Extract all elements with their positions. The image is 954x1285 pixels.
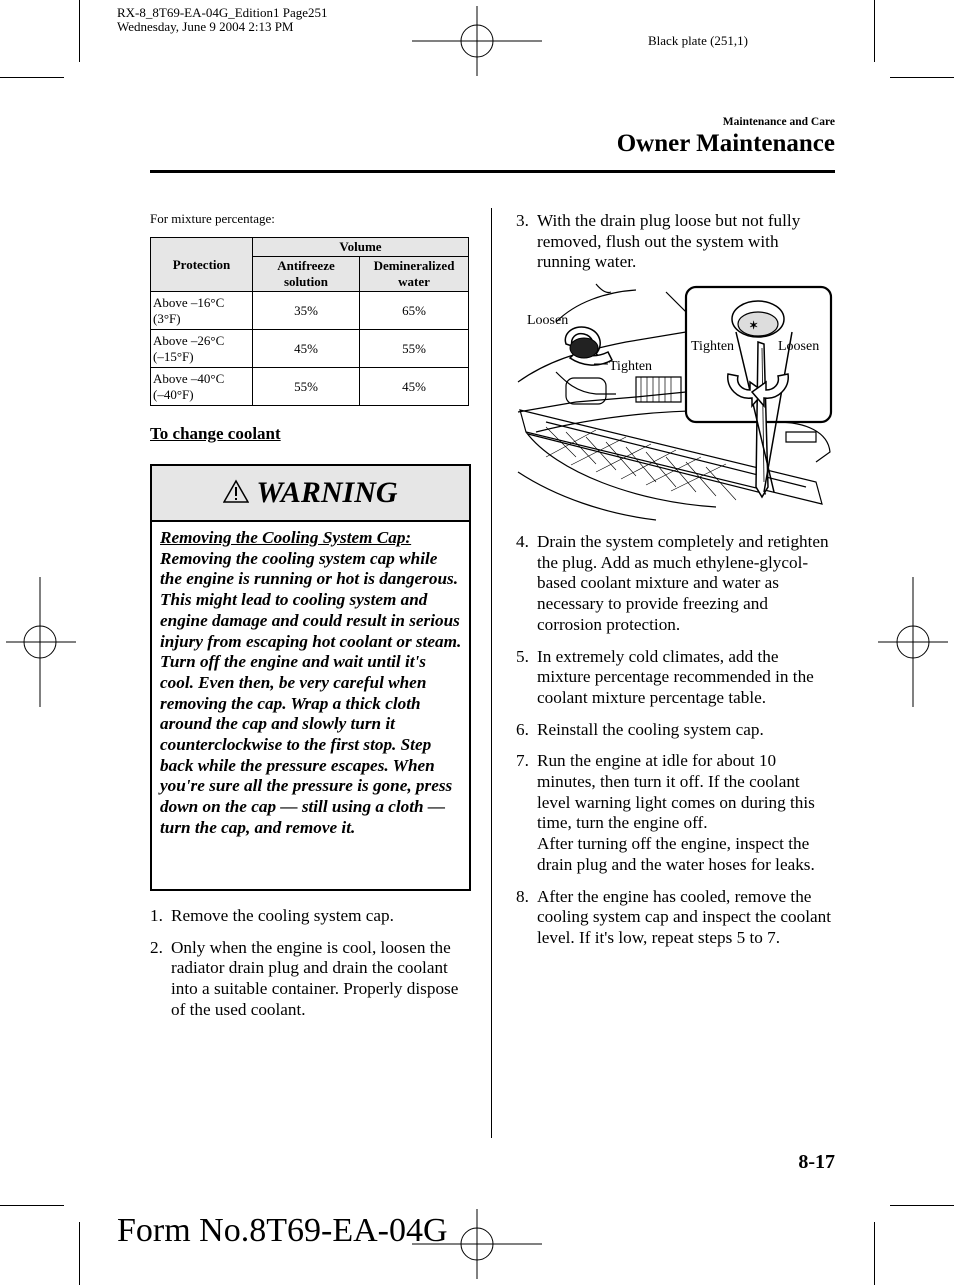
table-row	[151, 368, 469, 406]
radiator-drawing	[516, 282, 834, 522]
row-antifreeze: 45%	[253, 330, 360, 368]
row-antifreeze: 55%	[253, 368, 360, 406]
list-item: 2. Only when the engine is cool, loosen the radiator drain plug and drain the coolant into a suitable container. Properly dispose of the used coolant.	[150, 937, 459, 1019]
print-header	[117, 6, 328, 34]
column-divider	[491, 208, 492, 1138]
title-rule	[150, 170, 835, 173]
col-antifreeze: Antifreeze solution	[253, 257, 360, 292]
footer-form-number: Form No.8T69-EA-04G	[117, 1212, 448, 1249]
steps-list-right-bottom	[516, 532, 836, 960]
mixture-table	[150, 237, 469, 406]
table-row	[151, 330, 469, 368]
row-water: 65%	[360, 292, 469, 330]
label-tighten-inset: Tighten	[691, 339, 735, 354]
label-loosen-inset: Loosen	[778, 339, 820, 354]
list-item: 4. Drain the system completely and retighten the plug. Add as much ethylene-glycol-based coolant mixture and water as necessary to provide freezing and corrosion protection.	[516, 532, 829, 634]
warning-text: Removing the cooling system cap while the engine is running or hot is dangerous. This might lead to cooling system and engine damage and could result in serious injury from escaping hot coolant or steam. Turn off the engine and wait until it's cool. Even then, be very careful when removing the cap. Wrap a thick cloth around the cap and slowly turn it counterclockwise to the first stop. Step back while the pressure escapes. When you're sure all the pressure is gone, press down on the cap — still using a cloth — turn the cap, and remove it.	[160, 548, 462, 837]
row-protection: Above –16°C (3°F)	[151, 292, 253, 330]
warning-header	[152, 466, 469, 522]
list-item: 6. Reinstall the cooling system cap.	[516, 719, 764, 739]
label-tighten-left: Tighten	[609, 359, 653, 374]
print-header-date: Wednesday, June 9 2004 2:13 PM	[117, 19, 294, 34]
row-protection: Above –40°C (–40°F)	[151, 368, 253, 406]
mixture-caption: For mixture percentage:	[150, 211, 275, 226]
list-item: 3. With the drain plug loose but not fully removed, flush out the system with running water.	[516, 211, 801, 272]
list-item: 8. After the engine has cooled, remove the cooling system cap and inspect the coolant level. If it's low, repeat steps 5 to 7.	[516, 886, 832, 947]
subheading-change-coolant: To change coolant	[150, 424, 281, 443]
table-row	[151, 292, 469, 330]
row-antifreeze: 35%	[253, 292, 360, 330]
list-item: 1. Remove the cooling system cap.	[150, 906, 394, 925]
section-name: Maintenance and Care	[722, 116, 835, 128]
col-volume: Volume	[253, 238, 469, 257]
row-protection: Above –26°C (–15°F)	[151, 330, 253, 368]
list-item: 5. In extremely cold climates, add the mixture percentage recommended in the coolant mixture percentage table.	[516, 646, 814, 707]
col-protection: Protection	[151, 238, 253, 292]
col-water: Demineralized water	[360, 257, 469, 292]
steps-list-right-top	[516, 211, 836, 284]
svg-text:✶: ✶	[749, 320, 759, 332]
drain-plug-illustration	[516, 282, 834, 522]
page-number: 8-17	[798, 1151, 835, 1173]
page-title: Owner Maintenance	[616, 130, 835, 157]
warning-title: WARNING	[256, 476, 398, 509]
row-water: 55%	[360, 330, 469, 368]
label-loosen-left: Loosen	[527, 313, 569, 328]
plate-label: Black plate (251,1)	[648, 33, 748, 48]
warning-triangle-icon	[223, 479, 249, 503]
row-water: 45%	[360, 368, 469, 406]
warning-lead: Removing the Cooling System Cap:	[160, 528, 412, 547]
steps-list-left	[150, 906, 470, 1032]
print-header-file: RX-8_8T69-EA-04G_Edition1 Page251	[117, 5, 328, 20]
warning-box	[150, 464, 471, 891]
list-item: 7. Run the engine at idle for about 10 minutes, then turn it off. If the coolant level warning light comes on during this time, turn the engine off. After turning off the engine, inspect the drain plug and the water hoses for leaks.	[516, 751, 815, 874]
warning-body	[160, 528, 462, 839]
